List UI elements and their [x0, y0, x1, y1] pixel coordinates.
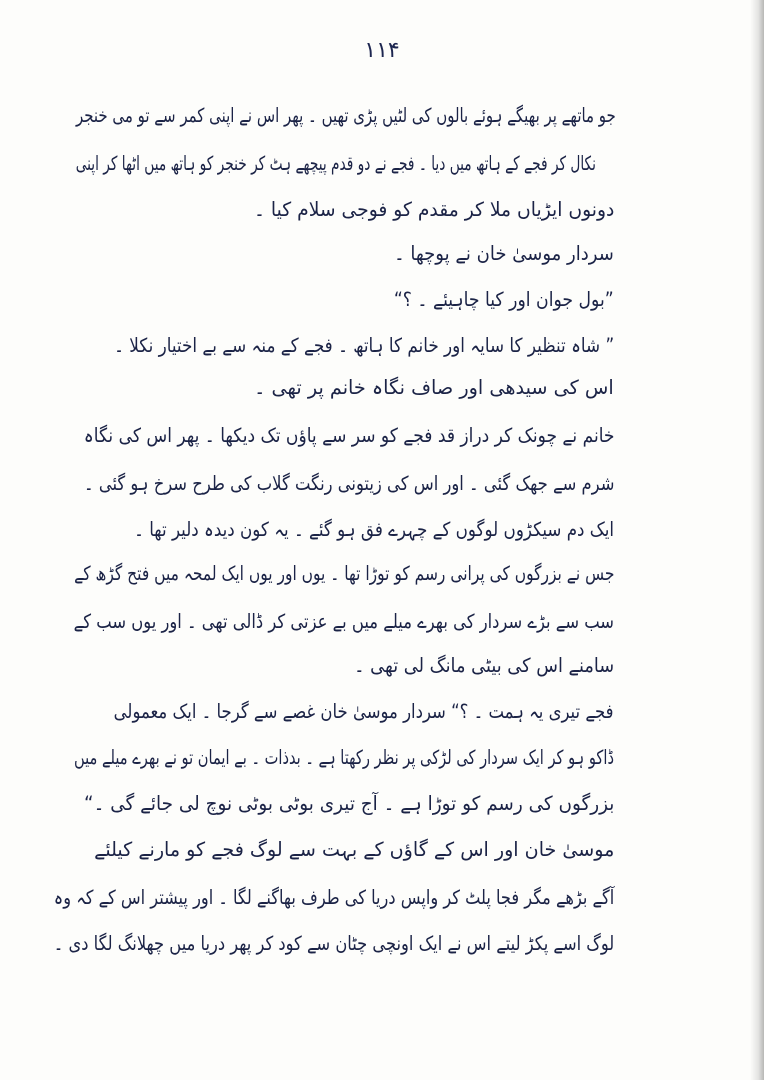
text-line-18: آگے بڑھے مگر فجا پلٹ کر واپس دریا کی طرف بھاگنے لگا ۔ اور پیشتر اس کے کہ وہ — [53, 886, 614, 909]
text-line-2: نکال کر فجے کے ہاتھ میں دیا ۔ فجے نے دو قدم پیچھے ہٹ کر خنجر کو ہاتھ میں اٹھا کر اپنی — [75, 152, 596, 175]
text-line-4: سردار موسیٰ خان نے پوچھا ۔ — [394, 242, 614, 265]
text-line-1: جو ماتھے پر بھیگے ہوئے بالوں کی لٹیں پڑی تھیں ۔ پھر اس نے اپنی کمر سے تو می خنجر — [76, 104, 616, 127]
text-line-12: سب سے بڑے سردار کی بھرے میلے میں بے عزتی کر ڈالی تھی ۔ اور یوں سب کے — [73, 610, 614, 633]
text-line-10: ایک دم سیکڑوں لوگوں کے چہرے فق ہو گئے ۔ یہ کون دیدہ دلیر تھا ۔ — [134, 518, 614, 541]
text-line-19: لوگ اسے پکڑ لیتے اس نے ایک اونچی چٹان سے کود کر پھر دریا میں چھلانگ لگا دی ۔ — [53, 932, 614, 955]
text-line-15: ڈاکو ہو کر ایک سردار کی لڑکی پر نظر رکھتا ہے ۔ بدذات ۔ بے ایمان تو نے بھرے میلے میں — [74, 746, 614, 769]
text-line-14: فجے تیری یہ ہمت ۔ ؟“ سردار موسیٰ خان غصے سے گرجا ۔ ایک معمولی — [114, 700, 614, 723]
text-line-17: موسیٰ خان اور اس کے گاؤں کے بہت سے لوگ فجے کو مارنے کیلئے — [93, 838, 614, 861]
text-line-9: شرم سے جھک گئی ۔ اور اس کی زیتونی رنگت گلاب کی طرح سرخ ہو گئی ۔ — [83, 472, 614, 495]
text-line-13: سامنے اس کی بیٹی مانگ لی تھی ۔ — [353, 654, 614, 677]
text-line-11: جس نے بزرگوں کی پرانی رسم کو توڑا تھا ۔ یوں اور یوں ایک لمحہ میں فتح گڑھ کے — [73, 562, 614, 585]
text-line-3: دونوں ایڑیاں ملا کر مقدم کو فوجی سلام کیا ۔ — [253, 198, 614, 221]
text-line-6: ” شاہ تنظیر کا سایہ اور خانم کا ہاتھ ۔ فجے کے منہ سے بے اختیار نکلا ۔ — [113, 334, 614, 357]
text-line-16: بزرگوں کی رسم کو توڑا ہے ۔ آج تیری بوٹی بوٹی نوچ لی جائے گی ۔“ — [83, 792, 614, 815]
text-line-5: ”بول جوان اور کیا چاہیئے ۔ ؟“ — [394, 288, 614, 311]
text-line-8: خانم نے چونک کر دراز قد فجے کو سر سے پاؤں تک دیکھا ۔ پھر اس کی نگاہ — [83, 424, 614, 447]
text-line-7: اس کی سیدھی اور صاف نگاہ خانم پر تھی ۔ — [254, 376, 614, 399]
page-number: ۱۱۴ — [364, 38, 400, 63]
page-edge-shadow — [750, 0, 764, 1080]
